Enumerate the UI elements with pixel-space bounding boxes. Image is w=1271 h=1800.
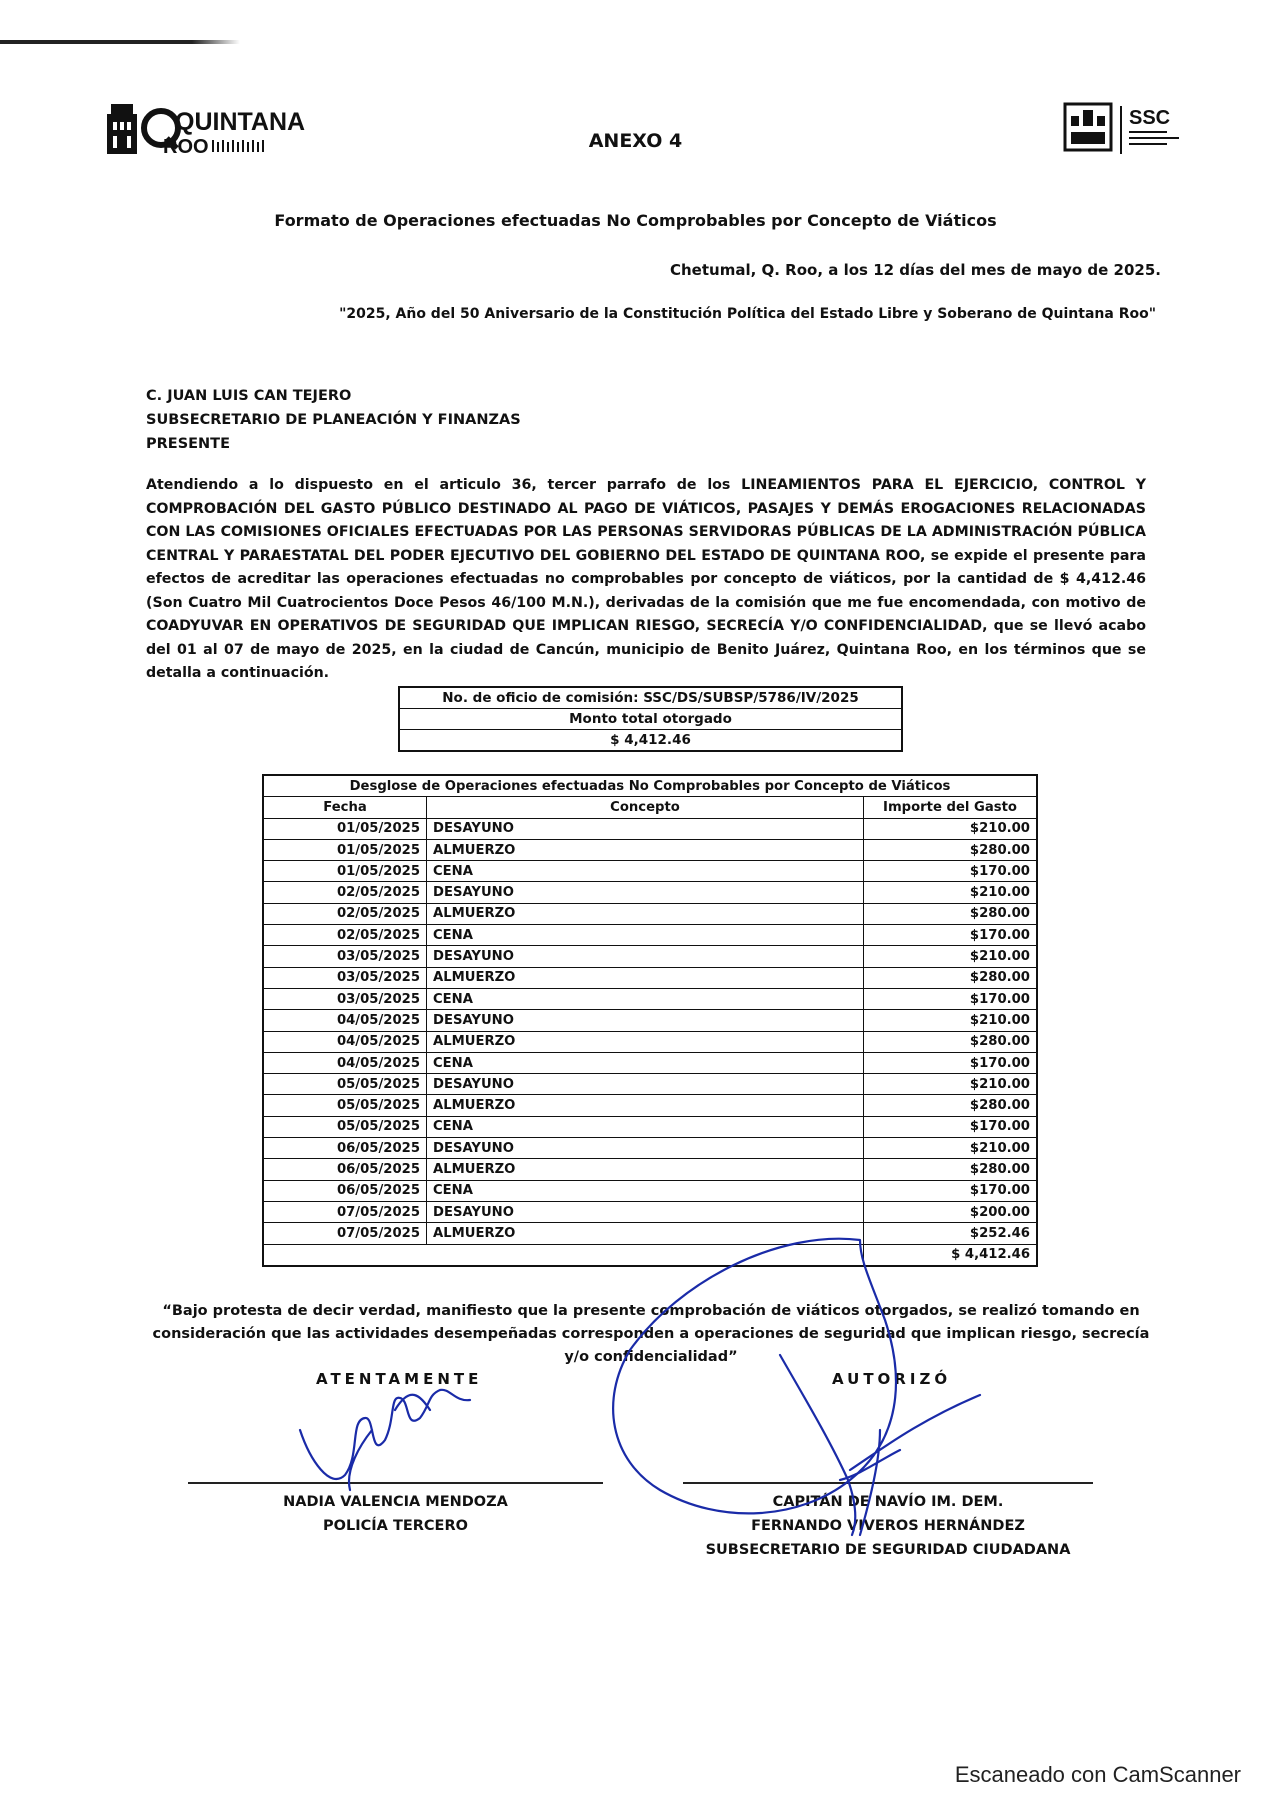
format-title: Formato de Operaciones efectuadas No Comprobables por Concepto de Viáticos (274, 211, 997, 230)
commission-summary-table (398, 686, 903, 752)
table-row (263, 988, 1037, 1009)
header-concepto: Concepto (427, 797, 864, 818)
row-concept: CENA (427, 861, 864, 882)
row-concept: ALMUERZO (427, 967, 864, 988)
row-concept: ALMUERZO (427, 1159, 864, 1180)
table-row (263, 1010, 1037, 1031)
row-date: 07/05/2025 (263, 1223, 427, 1244)
row-amount: $210.00 (864, 1010, 1038, 1031)
table-row (263, 882, 1037, 903)
row-concept: DESAYUNO (427, 1074, 864, 1095)
row-date: 02/05/2025 (263, 903, 427, 924)
autorizo-heading: AUTORIZÓ (832, 1370, 952, 1388)
row-amount: $210.00 (864, 882, 1038, 903)
row-date: 03/05/2025 (263, 967, 427, 988)
row-amount: $210.00 (864, 946, 1038, 967)
row-concept: DESAYUNO (427, 946, 864, 967)
row-amount: $210.00 (864, 1074, 1038, 1095)
row-concept: CENA (427, 1052, 864, 1073)
row-date: 01/05/2025 (263, 861, 427, 882)
table-row (263, 946, 1037, 967)
row-concept: DESAYUNO (427, 818, 864, 839)
row-date: 05/05/2025 (263, 1074, 427, 1095)
row-concept: DESAYUNO (427, 1138, 864, 1159)
row-amount: $280.00 (864, 839, 1038, 860)
addressee-presente: PRESENTE (146, 436, 230, 452)
ssc-logo (1063, 98, 1203, 164)
table-row (263, 1095, 1037, 1116)
row-date: 06/05/2025 (263, 1180, 427, 1201)
left-handwritten-signature (300, 1390, 470, 1490)
total-spacer (427, 1244, 864, 1266)
table-row (263, 903, 1037, 924)
row-amount: $210.00 (864, 818, 1038, 839)
table-row (263, 967, 1037, 988)
ssc-logo-text: SSC (1129, 107, 1171, 129)
left-signatory (188, 1490, 603, 1538)
row-date: 01/05/2025 (263, 839, 427, 860)
row-concept: CENA (427, 988, 864, 1009)
annex-title: ANEXO 4 (588, 130, 683, 152)
row-amount: $280.00 (864, 967, 1038, 988)
row-concept: CENA (427, 1180, 864, 1201)
header-importe: Importe del Gasto (864, 797, 1038, 818)
row-amount: $280.00 (864, 903, 1038, 924)
row-concept: ALMUERZO (427, 1031, 864, 1052)
table-row (263, 861, 1037, 882)
year-motto: "2025, Año del 50 Aniversario de la Constitución Política del Estado Libre y Soberano de Quintana Roo" (339, 306, 1156, 322)
row-concept: ALMUERZO (427, 1223, 864, 1244)
row-date: 05/05/2025 (263, 1095, 427, 1116)
protest-statement: “Bajo protesta de decir verdad, manifiesto que la presente comprobación de viáticos otorgados, se realizó tomando en consideración que las actividades desempeñadas corresponden a operaciones de seguridad que implican riesgo, secrecía y/o confidencialidad” (152, 1303, 1150, 1365)
breakdown-caption: Desglose de Operaciones efectuadas No Comprobables por Concepto de Viáticos (263, 775, 1037, 797)
table-row (263, 1052, 1037, 1073)
row-date: 03/05/2025 (263, 988, 427, 1009)
row-amount: $170.00 (864, 988, 1038, 1009)
row-concept: DESAYUNO (427, 1201, 864, 1222)
row-amount: $280.00 (864, 1095, 1038, 1116)
row-concept: DESAYUNO (427, 882, 864, 903)
row-amount: $252.46 (864, 1223, 1038, 1244)
place-date: Chetumal, Q. Roo, a los 12 días del mes de mayo de 2025. (669, 261, 1161, 279)
table-row (263, 1031, 1037, 1052)
row-concept: ALMUERZO (427, 1095, 864, 1116)
row-date: 02/05/2025 (263, 882, 427, 903)
monto-value: $ 4,412.46 (399, 730, 902, 752)
header-fecha: Fecha (263, 797, 427, 818)
oficio-number: No. de oficio de comisión: SSC/DS/SUBSP/5786/IV/2025 (399, 687, 902, 709)
breakdown-header-row (263, 797, 1037, 818)
right-signature-line (683, 1482, 1093, 1484)
body-paragraph: Atendiendo a lo dispuesto en el articulo 36, tercer parrafo de los LINEAMIENTOS PARA EL EJERCICIO, CONTROL Y COMPROBACIÓN DEL GASTO PÚBLICO DESTINADO AL PAGO DE VIÁTICOS, PASAJES Y DEMÁS EROGACIONES RELACIONADAS CON LAS COMISIONES OFICIALES EFECTUADAS POR LAS PERSONAS SERVIDORAS PÚBLICAS DE LA ADMINISTRACIÓN PÚBLICA CENTRAL Y PARAESTATAL DEL PODER EJECUTIVO DEL GOBIERNO DEL ESTADO DE QUINTANA ROO, se expide el presente para efectos de acreditar las operaciones efectuadas no comprobables por concepto de viáticos, por la cantidad de $ 4,412.46 (Son Cuatro Mil Cuatrocientos Doce Pesos 46/100 M.N.), derivadas de la comisión que me fue encomendada, con motivo de COADYUVAR EN OPERATIVOS DE SEGURIDAD QUE IMPLICAN RIESGO, SECRECÍA Y/O CONFIDENCIALIDAD, que se llevó acabo del 01 al 07 de mayo de 2025, en la ciudad de Cancún, municipio de Benito Juárez, Quintana Roo, en los términos que se detalla a continuación. (146, 477, 1146, 681)
row-date: 06/05/2025 (263, 1138, 427, 1159)
logo-quintana-text: QUINTANA (175, 108, 306, 136)
row-date: 01/05/2025 (263, 818, 427, 839)
table-row (263, 1201, 1037, 1222)
right-signatory (683, 1490, 1093, 1562)
row-amount: $170.00 (864, 1116, 1038, 1137)
table-row (263, 1116, 1037, 1137)
left-signatory-position: POLICÍA TERCERO (323, 1518, 468, 1534)
total-amount: $ 4,412.46 (864, 1244, 1038, 1266)
row-date: 04/05/2025 (263, 1052, 427, 1073)
row-amount: $200.00 (864, 1201, 1038, 1222)
row-amount: $210.00 (864, 1138, 1038, 1159)
right-signatory-rank: CAPITÁN DE NAVÍO IM. DEM. (772, 1494, 1004, 1510)
table-row (263, 1159, 1037, 1180)
table-row (263, 818, 1037, 839)
row-date: 05/05/2025 (263, 1116, 427, 1137)
left-signature-line (188, 1482, 603, 1484)
logo-roo-text: ROO (163, 136, 209, 158)
scan-edge-line (0, 40, 240, 44)
row-concept: CENA (427, 1116, 864, 1137)
row-concept: ALMUERZO (427, 903, 864, 924)
row-amount: $280.00 (864, 1159, 1038, 1180)
addressee-position: SUBSECRETARIO DE PLANEACIÓN Y FINANZAS (146, 412, 521, 428)
scanner-watermark: Escaneado con CamScanner (954, 1762, 1241, 1787)
right-signatory-position: SUBSECRETARIO DE SEGURIDAD CIUDADANA (705, 1542, 1071, 1558)
table-row (263, 1223, 1037, 1244)
table-row (263, 839, 1037, 860)
row-date: 04/05/2025 (263, 1031, 427, 1052)
row-concept: DESAYUNO (427, 1010, 864, 1031)
row-amount: $280.00 (864, 1031, 1038, 1052)
total-spacer (263, 1244, 427, 1266)
row-amount: $170.00 (864, 1052, 1038, 1073)
row-amount: $170.00 (864, 925, 1038, 946)
addressee-name: C. JUAN LUIS CAN TEJERO (146, 388, 352, 404)
row-date: 04/05/2025 (263, 1010, 427, 1031)
total-row (263, 1244, 1037, 1266)
row-amount: $170.00 (864, 1180, 1038, 1201)
row-date: 07/05/2025 (263, 1201, 427, 1222)
row-amount: $170.00 (864, 861, 1038, 882)
breakdown-table (262, 774, 1038, 1267)
addressee-block (146, 384, 521, 456)
atentamente-heading: ATENTAMENTE (316, 1370, 483, 1388)
row-date: 06/05/2025 (263, 1159, 427, 1180)
right-signatory-name: FERNANDO VIVEROS HERNÁNDEZ (751, 1518, 1025, 1534)
row-date: 02/05/2025 (263, 925, 427, 946)
table-row (263, 1074, 1037, 1095)
row-concept: ALMUERZO (427, 839, 864, 860)
monto-label: Monto total otorgado (399, 709, 902, 730)
left-signatory-name: NADIA VALENCIA MENDOZA (283, 1494, 508, 1510)
table-row (263, 1138, 1037, 1159)
row-date: 03/05/2025 (263, 946, 427, 967)
table-row (263, 925, 1037, 946)
row-concept: CENA (427, 925, 864, 946)
table-row (263, 1180, 1037, 1201)
